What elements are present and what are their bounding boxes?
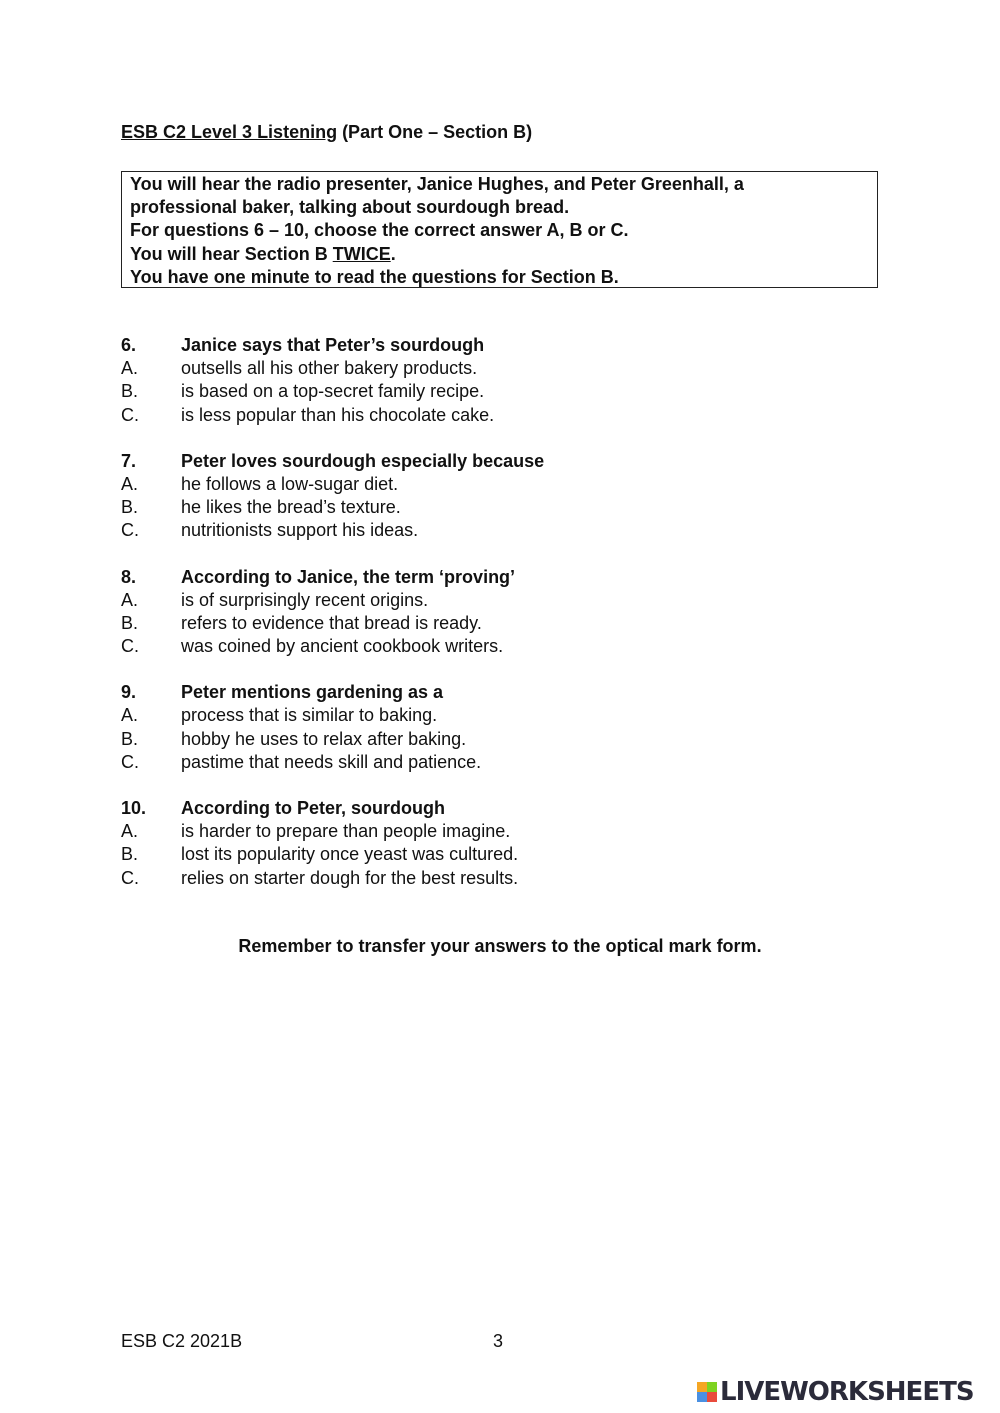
option-letter: A. <box>121 358 139 379</box>
question-number: 10. <box>121 798 147 818</box>
option-text: was coined by ancient cookbook writers. <box>181 636 504 657</box>
option-letter: B. <box>121 381 139 402</box>
option-text: process that is similar to baking. <box>181 705 438 726</box>
answer-option[interactable] <box>121 357 881 380</box>
question-number: 9. <box>121 682 137 703</box>
option-text: is less popular than his chocolate cake. <box>181 404 495 425</box>
option-letter: C. <box>121 404 139 425</box>
option-letter: A. <box>121 821 139 842</box>
option-letter: A. <box>121 705 139 726</box>
question-list <box>121 334 881 913</box>
logo-square <box>697 1382 707 1392</box>
question-stem <box>121 450 881 473</box>
answer-option[interactable] <box>121 589 881 612</box>
question-8 <box>121 566 881 659</box>
instruction-line: professional baker, talking about sourdough bread. <box>130 197 570 218</box>
instruction-text: You will hear Section B <box>130 243 333 264</box>
instruction-line: You have one minute to read the questions for Section B. <box>130 266 619 287</box>
option-letter: B. <box>121 844 139 865</box>
answer-option[interactable] <box>121 867 881 890</box>
answer-option[interactable] <box>121 751 881 774</box>
option-text: nutritionists support his ideas. <box>181 520 419 541</box>
instruction-line <box>130 243 869 266</box>
option-text: he follows a low-sugar diet. <box>181 473 399 494</box>
question-stem <box>121 566 881 589</box>
option-text: pastime that needs skill and patience. <box>181 751 482 772</box>
heading-subtitle: (Part One – Section B) <box>337 122 533 142</box>
option-text: relies on starter dough for the best results. <box>181 867 519 888</box>
answer-option[interactable] <box>121 728 881 751</box>
instruction-text: . <box>390 243 396 264</box>
instructions-box <box>121 171 878 288</box>
option-text: refers to evidence that bread is ready. <box>181 612 482 633</box>
answer-option[interactable] <box>121 704 881 727</box>
option-letter: C. <box>121 520 139 541</box>
option-letter: A. <box>121 589 139 610</box>
answer-option[interactable] <box>121 843 881 866</box>
question-text: Peter mentions gardening as a <box>181 682 444 703</box>
option-text: he likes the bread’s texture. <box>181 497 401 518</box>
option-letter: B. <box>121 612 139 633</box>
option-letter: C. <box>121 751 139 772</box>
question-text: Peter loves sourdough especially because <box>181 450 545 471</box>
option-letter: A. <box>121 473 139 494</box>
section-heading <box>121 122 532 143</box>
transfer-reminder: Remember to transfer your answers to the optical mark form. <box>238 936 762 956</box>
option-text: is harder to prepare than people imagine. <box>181 821 511 842</box>
logo-square <box>697 1392 707 1402</box>
question-stem <box>121 681 881 704</box>
question-number: 6. <box>121 335 137 355</box>
answer-option[interactable] <box>121 404 881 427</box>
logo-square <box>707 1392 717 1402</box>
footer-page-number: 3 <box>493 1331 504 1351</box>
option-text: is based on a top-secret family recipe. <box>181 381 485 402</box>
liveworksheets-logo-icon <box>697 1382 717 1402</box>
option-text: is of surprisingly recent origins. <box>181 589 429 610</box>
heading-title: ESB C2 Level 3 Listening <box>121 122 338 142</box>
option-letter: C. <box>121 636 139 657</box>
option-letter: B. <box>121 728 139 749</box>
footer-exam-code: ESB C2 2021B <box>121 1331 243 1351</box>
question-stem <box>121 797 881 820</box>
answer-option[interactable] <box>121 519 881 542</box>
liveworksheets-watermark <box>697 1378 974 1406</box>
option-text: hobby he uses to relax after baking. <box>181 728 467 749</box>
option-letter: C. <box>121 867 139 888</box>
question-text: Janice says that Peter’s sourdough <box>181 335 485 355</box>
answer-option[interactable] <box>121 380 881 403</box>
question-9 <box>121 681 881 774</box>
answer-option[interactable] <box>121 612 881 635</box>
question-text: According to Janice, the term ‘proving’ <box>181 566 516 587</box>
option-text: outsells all his other bakery products. <box>181 358 478 379</box>
instruction-emphasis: TWICE <box>332 243 391 264</box>
answer-option[interactable] <box>121 635 881 658</box>
answer-option[interactable] <box>121 820 881 843</box>
logo-square <box>707 1382 717 1392</box>
option-text: lost its popularity once yeast was cultured. <box>181 844 519 865</box>
question-number: 8. <box>121 566 137 587</box>
question-number: 7. <box>121 450 137 471</box>
question-stem <box>121 334 881 357</box>
question-7 <box>121 450 881 543</box>
answer-option[interactable] <box>121 496 881 519</box>
watermark-text: LIVEWORKSHEETS <box>720 1377 974 1407</box>
question-10 <box>121 797 881 890</box>
instruction-line: You will hear the radio presenter, Janice Hughes, and Peter Greenhall, a <box>130 174 744 194</box>
question-6 <box>121 334 881 427</box>
option-letter: B. <box>121 497 139 518</box>
answer-option[interactable] <box>121 473 881 496</box>
question-text: According to Peter, sourdough <box>181 798 446 818</box>
instruction-line: For questions 6 – 10, choose the correct answer A, B or C. <box>130 220 629 241</box>
